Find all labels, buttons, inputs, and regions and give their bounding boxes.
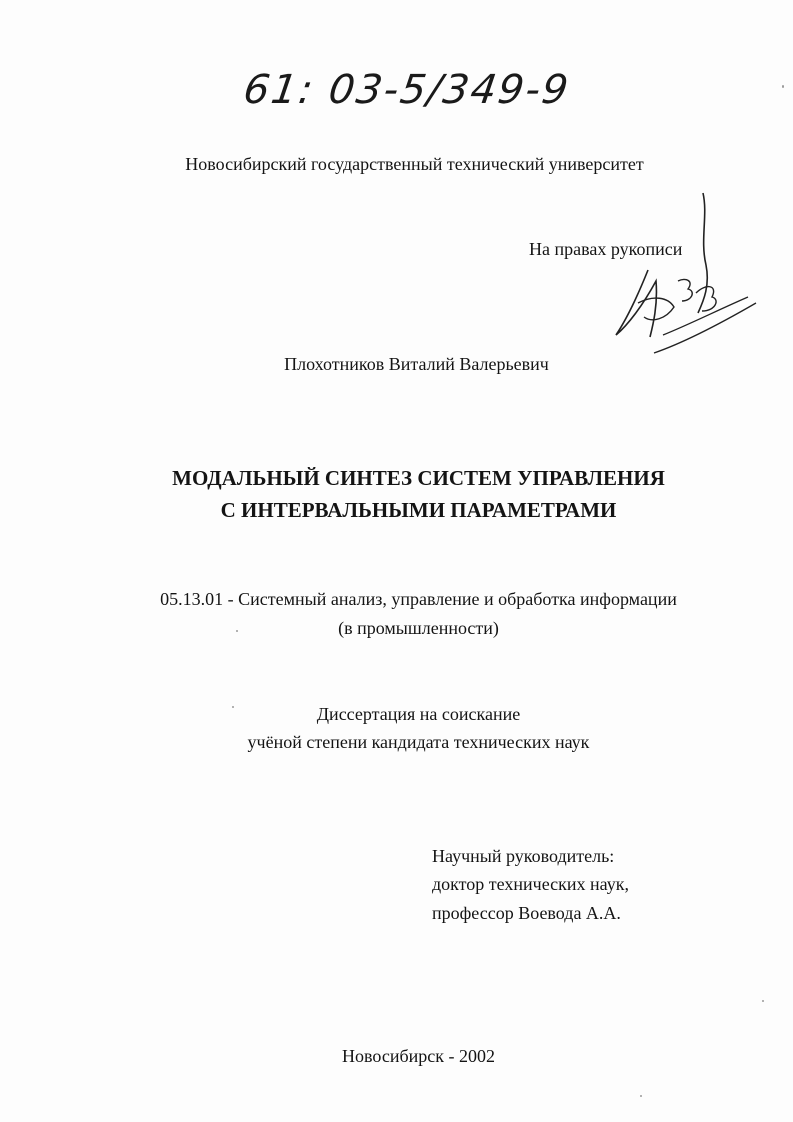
archive-code: 61: 03-5/349-9 — [240, 67, 573, 113]
scan-speck — [232, 706, 234, 708]
specialty-line-2: (в промышленности) — [338, 618, 499, 638]
university-name: Новосибирский государственный технический университет — [185, 154, 644, 174]
signature — [608, 185, 768, 375]
degree-line-2: учёной степени кандидата технических наук — [247, 732, 590, 752]
supervisor-label: Научный руководитель: — [432, 846, 615, 866]
dissertation-title-line-1: МОДАЛЬНЫЙ СИНТЕЗ СИСТЕМ УПРАВЛЕНИЯ — [172, 466, 665, 490]
specialty-line-1: 05.13.01 - Системный анализ, управление и обработка информации — [160, 589, 677, 609]
scan-speck — [762, 1000, 764, 1002]
supervisor-name: профессор Воевода А.А. — [432, 903, 621, 923]
scan-speck — [782, 85, 784, 88]
scan-speck — [236, 630, 238, 632]
scan-speck — [640, 1095, 642, 1097]
supervisor-degree: доктор технических наук, — [432, 874, 629, 894]
degree-line-1: Диссертация на соискание — [316, 704, 521, 724]
dissertation-title-line-2: С ИНТЕРВАЛЬНЫМИ ПАРАМЕТРАМИ — [220, 498, 617, 522]
author-name: Плохотников Виталий Валерьевич — [284, 354, 549, 374]
rights-note: На правах рукописи — [529, 239, 683, 259]
place-year: Новосибирск - 2002 — [342, 1046, 495, 1066]
